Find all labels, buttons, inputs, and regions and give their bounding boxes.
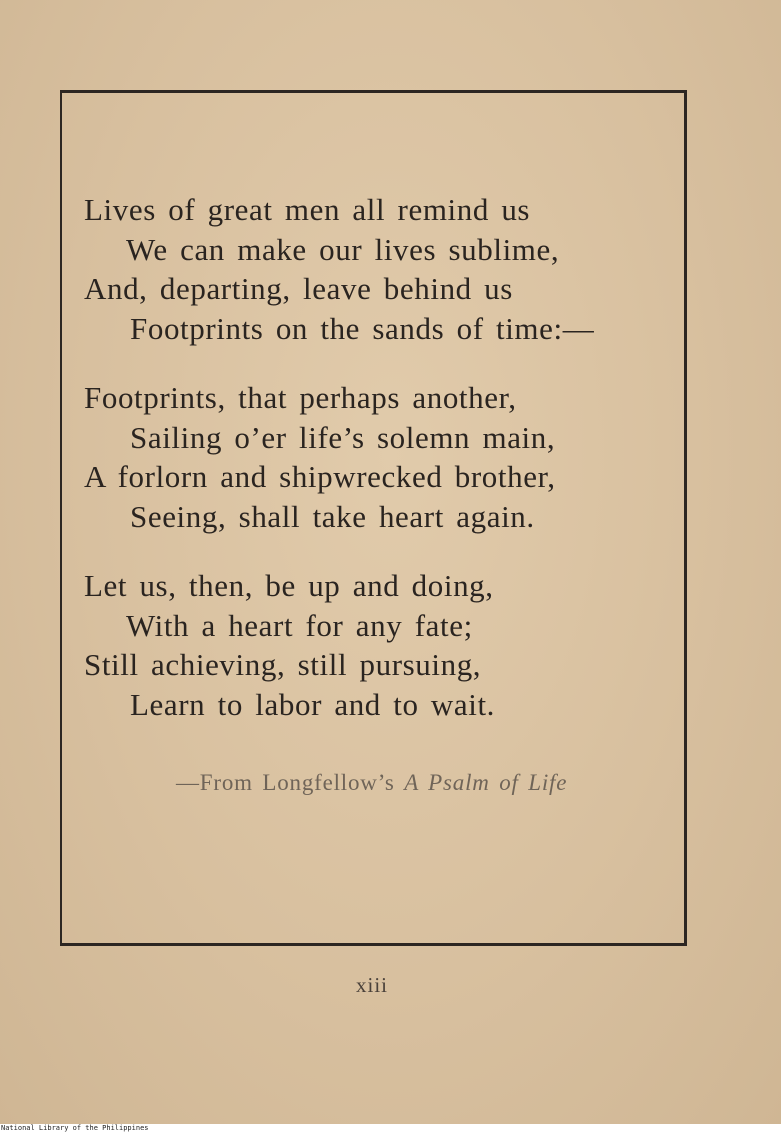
stanza-3: [84, 566, 684, 724]
poem-line: Footprints on the sands of time:—: [130, 310, 595, 346]
poem-line: Still achieving, still pursuing,: [84, 647, 482, 682]
poem-line: Lives of great men all remind us: [84, 192, 531, 227]
stanza-1: [84, 190, 684, 348]
poem-line: Learn to labor and to wait.: [130, 686, 496, 722]
poem-line: With a heart for any fate;: [126, 607, 473, 643]
poem-line: Let us, then, be up and doing,: [84, 568, 494, 603]
poem: [84, 190, 684, 754]
poem-line: And, departing, leave behind us: [84, 271, 513, 306]
poem-line: Sailing o’er life’s solemn main,: [130, 419, 556, 455]
library-watermark-note: National Library of the Philippines: [0, 1124, 781, 1133]
attribution-title: A Psalm of Life: [404, 770, 568, 795]
page-number: xiii: [356, 973, 389, 997]
poem-line: Seeing, shall take heart again.: [130, 498, 535, 534]
attribution-prefix: —From Longfellow’s: [176, 770, 405, 795]
poem-line: A forlorn and shipwrecked brother,: [84, 459, 556, 494]
attribution: [176, 770, 567, 796]
stanza-2: [84, 378, 684, 536]
poem-line: Footprints, that perhaps another,: [84, 380, 517, 415]
poem-line: We can make our lives sublime,: [126, 231, 560, 267]
